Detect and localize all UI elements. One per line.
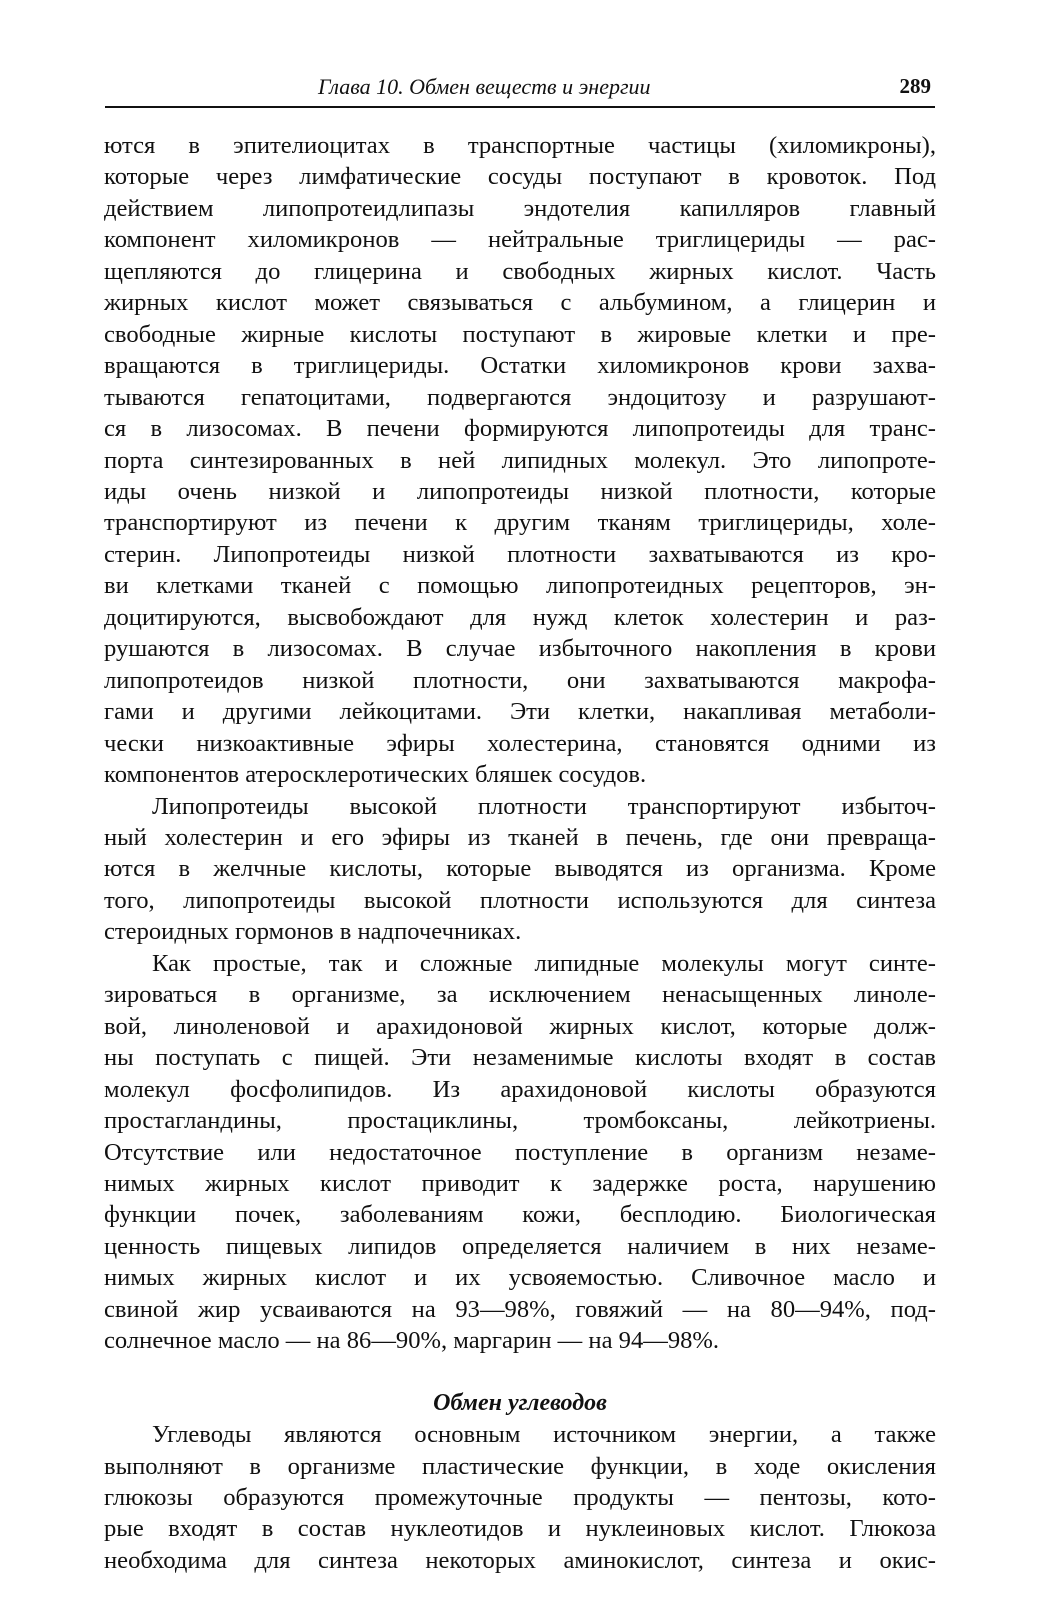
paragraph-2	[104, 791, 936, 948]
text-line: вой, линоленовой и арахидоновой жирных кислот, которые долж-	[104, 1012, 936, 1040]
text-line: Липопротеиды высокой плотности транспортируют избыточ-	[152, 792, 936, 820]
text-line: нимых жирных кислот и их усвояемостью. Сливочное масло и	[104, 1264, 936, 1292]
text-line: липопротеидов низкой плотности, они захватываются макрофа-	[104, 666, 936, 694]
text-line: ются в эпителиоцитах в транспортные частицы (хиломикроны),	[104, 132, 936, 159]
text-line: ви клетками тканей с помощью липопротеидных рецепторов, эн-	[104, 572, 936, 600]
text-line: ный холестерин и его эфиры из тканей в печень, где они превраща-	[104, 823, 936, 851]
text-line: порта синтезированных в ней липидных молекул. Это липопроте-	[104, 446, 936, 474]
text-line: жирных кислот может связываться с альбумином, а глицерин и	[104, 289, 936, 317]
text-line: вращаются в триглицериды. Остатки хиломикронов крови захва-	[104, 352, 936, 380]
text-line: доцитируются, высвобождают для нужд клеток холестерин и раз-	[104, 603, 936, 631]
paragraph-3	[104, 948, 936, 1357]
text-line: рые входят в состав нуклеотидов и нуклеиновых кислот. Глюкоза	[104, 1515, 936, 1543]
text-line: транспортируют из печени к другим тканям триглицериды, холе-	[104, 509, 936, 537]
running-header	[105, 70, 935, 108]
text-line: Отсутствие или недостаточное поступление в организм незаме-	[104, 1138, 936, 1166]
text-line: компонентов атеросклеротических бляшек сосудов.	[104, 761, 647, 789]
section-title: Обмен углеводов	[433, 1389, 607, 1416]
text-line: свиной жир усваиваются на 93—98%, говяжий — на 80—94%, под-	[104, 1295, 936, 1323]
text-line: тываются гепатоцитами, подвергаются эндоцитозу и разрушают-	[104, 383, 936, 411]
text-line: стерин. Липопротеиды низкой плотности захватываются из кро-	[104, 540, 936, 568]
body-text	[104, 130, 936, 1576]
text-line: щепляются до глицерина и свободных жирных кислот. Часть	[104, 257, 936, 285]
text-line: зироваться в организме, за исключением ненасыщенных линоле-	[104, 981, 936, 1009]
text-line: ются в желчные кислоты, которые выводятся из организма. Кроме	[104, 855, 936, 883]
text-line: простагландины, простациклины, тромбоксаны, лейкотриены.	[104, 1107, 936, 1135]
paragraph-4	[104, 1419, 936, 1576]
text-line: необходима для синтеза некоторых аминокислот, синтеза и окис-	[104, 1546, 936, 1574]
text-line: глюкозы образуются промежуточные продукты — пентозы, кото-	[104, 1484, 936, 1512]
text-line: нимых жирных кислот приводит к задержке роста, нарушению	[104, 1169, 936, 1197]
text-line: ны поступать с пищей. Эти незаменимые кислоты входят в состав	[104, 1044, 936, 1072]
text-line: рушаются в лизосомах. В случае избыточного накопления в крови	[104, 635, 936, 663]
chapter-title: Глава 10. Обмен веществ и энергии	[318, 74, 651, 99]
page-number: 289	[899, 74, 931, 98]
text-line: ценность пищевых липидов определяется наличием в них незаме-	[104, 1232, 936, 1260]
text-line: которые через лимфатические сосуды поступают в кровоток. Под	[104, 163, 936, 191]
paragraph-1	[104, 130, 936, 791]
text-line: функции почек, заболеваниям кожи, бесплодию. Биологическая	[104, 1201, 936, 1229]
text-line: того, липопротеиды высокой плотности используются для синтеза	[104, 886, 936, 914]
text-line: выполняют в организме пластические функции, в ходе окисления	[104, 1452, 936, 1480]
text-line: иды очень низкой и липопротеиды низкой плотности, которые	[104, 477, 936, 505]
text-line: чески низкоактивные эфиры холестерина, становятся одними из	[104, 729, 936, 757]
text-line: свободные жирные кислоты поступают в жировые клетки и пре-	[104, 320, 936, 348]
text-line: Как простые, так и сложные липидные молекулы могут синте-	[152, 949, 936, 977]
text-line: действием липопротеидлипазы эндотелия капилляров главный	[104, 194, 936, 222]
text-line: гами и другими лейкоцитами. Эти клетки, накапливая метаболи-	[104, 698, 936, 726]
text-line: Углеводы являются основным источником энергии, а также	[152, 1421, 936, 1449]
text-line: стероидных гормонов в надпочечниках.	[104, 918, 522, 946]
text-line: компонент хиломикронов — нейтральные триглицериды — рас-	[104, 226, 936, 254]
text-line: солнечное масло — на 86—90%, маргарин — на 94—98%.	[104, 1327, 720, 1355]
text-line: молекул фосфолипидов. Из арахидоновой кислоты образуются	[104, 1075, 936, 1103]
text-line: ся в лизосомах. В печени формируются липопротеиды для транс-	[104, 415, 936, 443]
